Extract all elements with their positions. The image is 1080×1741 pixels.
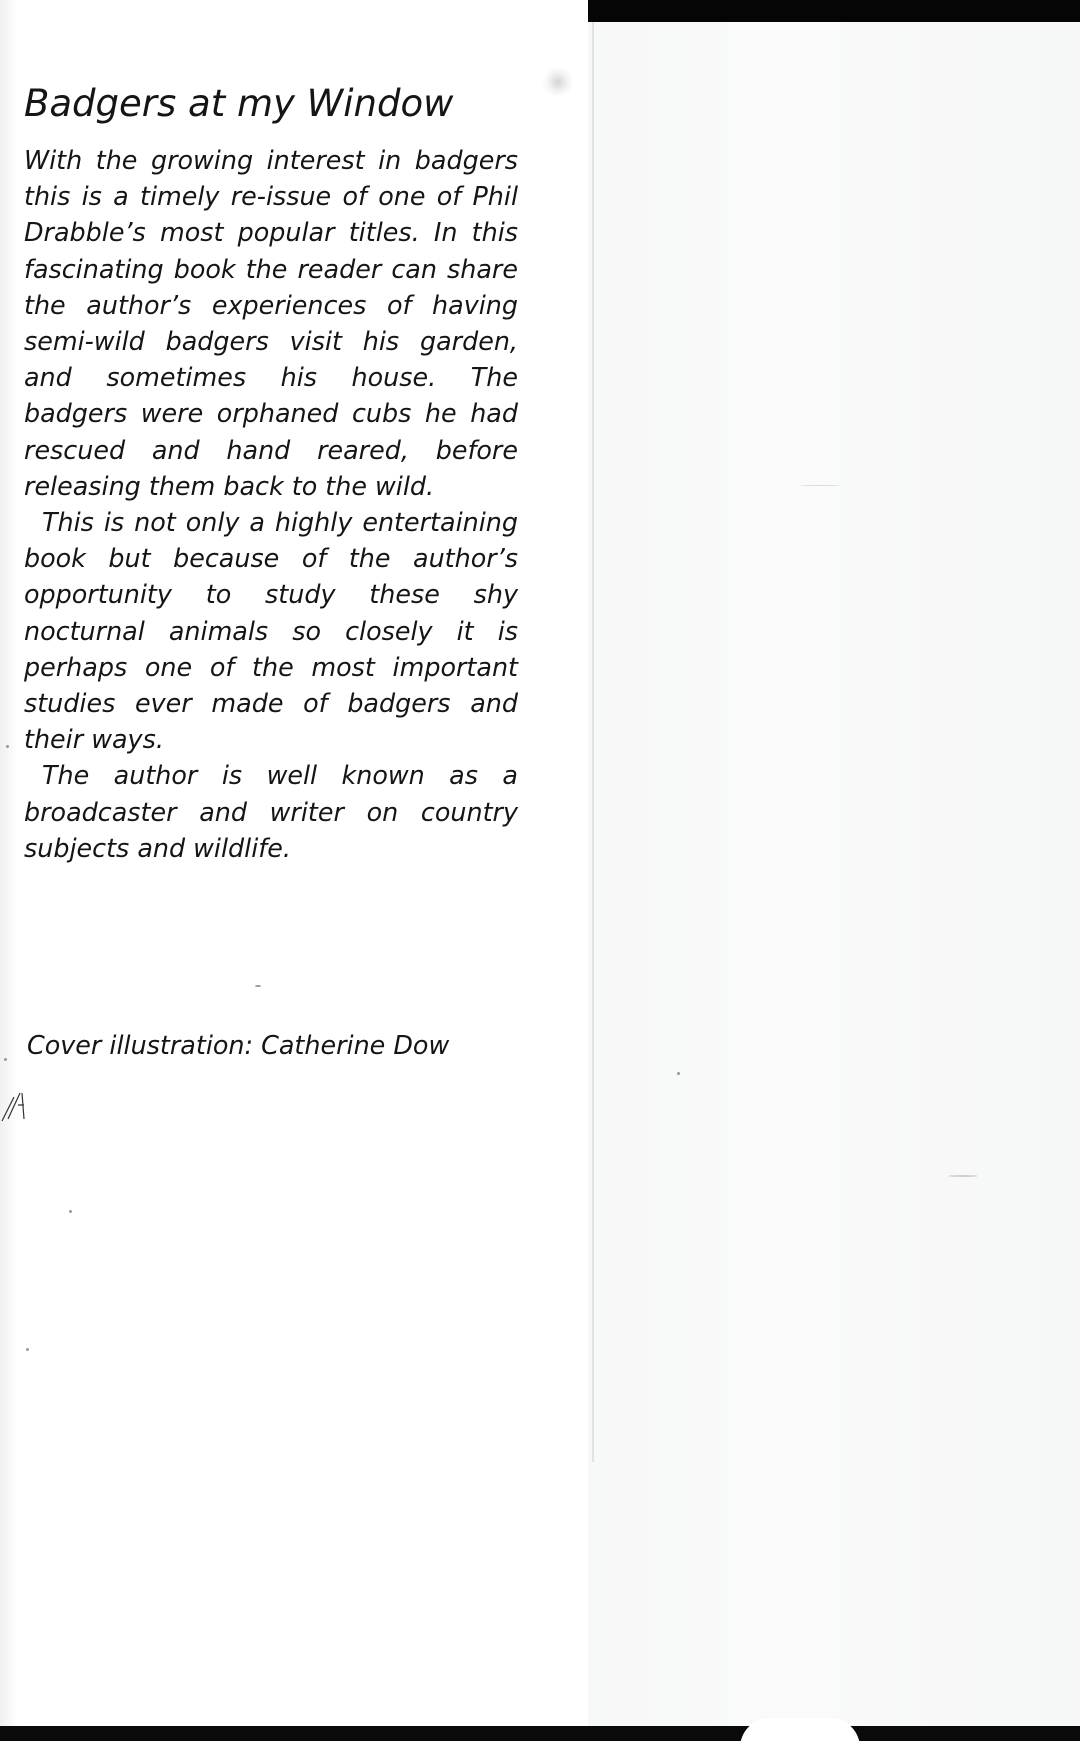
cover-illustration-credit: Cover illustration: Catherine Dow: [27, 1030, 450, 1060]
book-title: Badgers at my Window: [24, 82, 454, 125]
blurb-paragraph-1: With the growing interest in badgers this is a timely re-issue of one of Phil Drabble’s most popular titles. In this fascinating book the reader can share the author’s experiences of having semi-wild badgers visit his garden, and sometimes his house. The badgers were orphaned cubs he had rescued and hand reared, before releasing them back to the wild.: [24, 145, 518, 501]
paper-speck: [800, 485, 840, 486]
blurb-text: [24, 142, 518, 866]
paper-speck: [948, 1175, 978, 1177]
blurb-paragraph-2: This is not only a highly entertaining book but because of the author’s opportunity to study these shy nocturnal animals so closely it is perhaps one of the most important studies ever made of badgers and their ways.: [24, 507, 518, 755]
pen-scribble-mark: [0, 1075, 34, 1123]
jacket-back-panel: [588, 22, 1080, 1726]
bottom-dark-edge: [0, 1726, 1080, 1741]
panel-fold-line: [592, 22, 594, 1462]
paper-speck: [69, 1210, 72, 1213]
top-dark-edge: [585, 0, 1080, 22]
bottom-edge-curve: [740, 1718, 860, 1741]
paper-speck: [26, 1348, 29, 1351]
paper-speck: [6, 745, 9, 748]
paper-speck: [255, 985, 261, 987]
paper-speck: [4, 1058, 7, 1061]
flap-edge-shadow: [0, 0, 18, 1726]
paper-speck: [677, 1072, 680, 1075]
paper-smudge: [540, 68, 576, 96]
blurb-paragraph-3: The author is well known as a broadcaster and writer on country subjects and wildlife.: [24, 760, 518, 863]
